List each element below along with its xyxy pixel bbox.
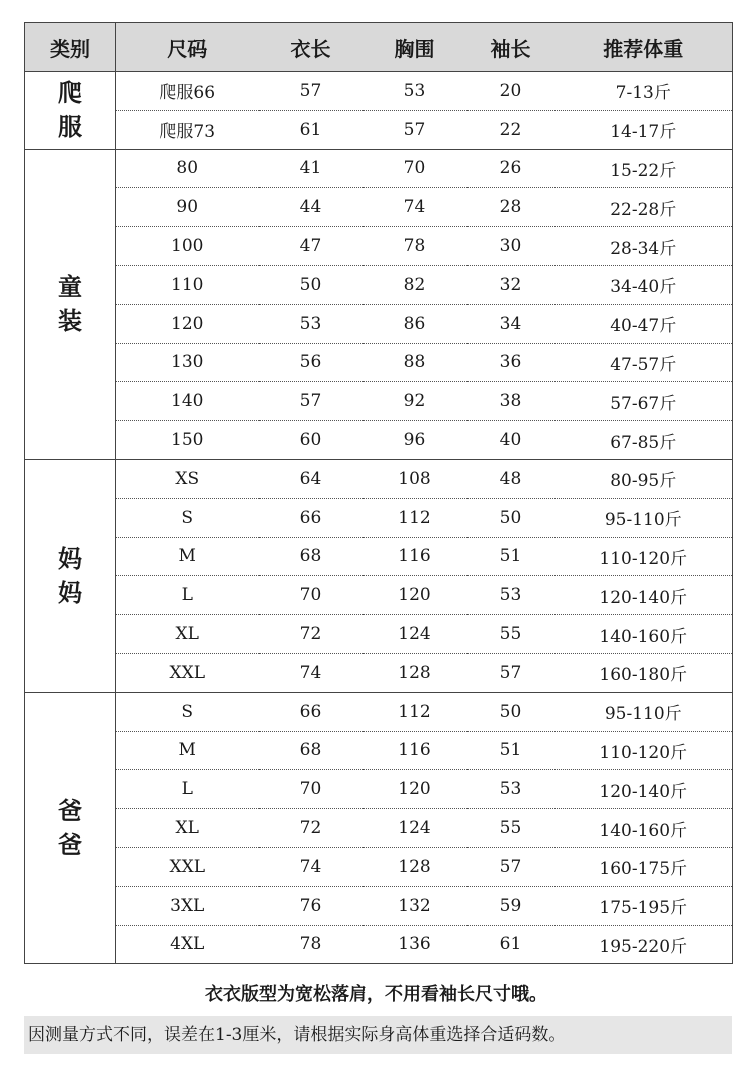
category-cell <box>25 692 116 964</box>
table-row <box>25 110 733 149</box>
cell-sleeve: 50 <box>467 692 555 731</box>
cell-size: 80 <box>116 149 259 188</box>
header-weight: 推荐体重 <box>555 23 733 72</box>
cell-chest: 116 <box>363 537 467 576</box>
category-char: 爬 <box>58 78 82 108</box>
category-char: 服 <box>58 112 82 142</box>
table-row <box>25 731 733 770</box>
table-row <box>25 72 733 111</box>
cell-weight: 175-195斤 <box>555 886 733 925</box>
cell-chest: 132 <box>363 886 467 925</box>
cell-sleeve: 57 <box>467 653 555 692</box>
cell-length: 78 <box>259 925 363 964</box>
cell-sleeve: 40 <box>467 421 555 460</box>
cell-size: 110 <box>116 265 259 304</box>
table-row <box>25 537 733 576</box>
cell-chest: 112 <box>363 692 467 731</box>
cell-sleeve: 38 <box>467 382 555 421</box>
category-cell <box>25 149 116 459</box>
category-char: 爸 <box>58 830 82 860</box>
cell-sleeve: 22 <box>467 110 555 149</box>
category-char: 爸 <box>58 796 82 826</box>
cell-weight: 67-85斤 <box>555 421 733 460</box>
cell-size: 爬服66 <box>116 72 259 111</box>
table-row <box>25 925 733 964</box>
cell-length: 70 <box>259 770 363 809</box>
cell-size: 120 <box>116 304 259 343</box>
cell-sleeve: 50 <box>467 498 555 537</box>
cell-chest: 70 <box>363 149 467 188</box>
cell-size: 90 <box>116 188 259 227</box>
cell-weight: 15-22斤 <box>555 149 733 188</box>
cell-length: 50 <box>259 265 363 304</box>
cell-length: 41 <box>259 149 363 188</box>
cell-length: 60 <box>259 421 363 460</box>
table-row <box>25 459 733 498</box>
category-cell <box>25 459 116 692</box>
cell-length: 74 <box>259 847 363 886</box>
cell-sleeve: 48 <box>467 459 555 498</box>
cell-size: 130 <box>116 343 259 382</box>
cell-weight: 140-160斤 <box>555 809 733 848</box>
table-row <box>25 149 733 188</box>
cell-chest: 78 <box>363 227 467 266</box>
cell-chest: 96 <box>363 421 467 460</box>
cell-length: 66 <box>259 498 363 537</box>
cell-length: 47 <box>259 227 363 266</box>
cell-weight: 120-140斤 <box>555 576 733 615</box>
cell-length: 70 <box>259 576 363 615</box>
cell-size: L <box>116 770 259 809</box>
cell-weight: 14-17斤 <box>555 110 733 149</box>
cell-length: 68 <box>259 731 363 770</box>
table-row <box>25 615 733 654</box>
cell-weight: 160-180斤 <box>555 653 733 692</box>
cell-sleeve: 59 <box>467 886 555 925</box>
cell-weight: 110-120斤 <box>555 537 733 576</box>
cell-size: 4XL <box>116 925 259 964</box>
cell-sleeve: 53 <box>467 770 555 809</box>
header-chest: 胸围 <box>363 23 467 72</box>
cell-size: XL <box>116 615 259 654</box>
table-row <box>25 809 733 848</box>
cell-length: 57 <box>259 72 363 111</box>
table-row <box>25 343 733 382</box>
cell-sleeve: 36 <box>467 343 555 382</box>
cell-chest: 86 <box>363 304 467 343</box>
cell-chest: 74 <box>363 188 467 227</box>
cell-chest: 82 <box>363 265 467 304</box>
table-row <box>25 847 733 886</box>
table-row <box>25 576 733 615</box>
cell-length: 56 <box>259 343 363 382</box>
cell-length: 64 <box>259 459 363 498</box>
cell-sleeve: 61 <box>467 925 555 964</box>
cell-length: 72 <box>259 615 363 654</box>
cell-weight: 57-67斤 <box>555 382 733 421</box>
cell-size: S <box>116 498 259 537</box>
category-char: 妈 <box>58 543 82 573</box>
cell-sleeve: 55 <box>467 615 555 654</box>
cell-size: M <box>116 731 259 770</box>
cell-length: 44 <box>259 188 363 227</box>
header-size: 尺码 <box>116 23 259 72</box>
cell-chest: 128 <box>363 847 467 886</box>
cell-sleeve: 26 <box>467 149 555 188</box>
cell-size: M <box>116 537 259 576</box>
cell-sleeve: 30 <box>467 227 555 266</box>
cell-sleeve: 51 <box>467 537 555 576</box>
table-row <box>25 498 733 537</box>
cell-weight: 120-140斤 <box>555 770 733 809</box>
header-row <box>25 23 733 72</box>
fit-note: 衣衣版型为宽松落肩，不用看袖长尺寸哦。 <box>205 984 547 1005</box>
table-row <box>25 188 733 227</box>
cell-sleeve: 28 <box>467 188 555 227</box>
cell-size: 150 <box>116 421 259 460</box>
cell-weight: 160-175斤 <box>555 847 733 886</box>
table-row <box>25 692 733 731</box>
cell-weight: 95-110斤 <box>555 692 733 731</box>
table-row <box>25 227 733 266</box>
cell-chest: 120 <box>363 770 467 809</box>
table-row <box>25 770 733 809</box>
table-row <box>25 653 733 692</box>
cell-weight: 140-160斤 <box>555 615 733 654</box>
cell-size: 3XL <box>116 886 259 925</box>
cell-chest: 128 <box>363 653 467 692</box>
cell-chest: 92 <box>363 382 467 421</box>
cell-weight: 28-34斤 <box>555 227 733 266</box>
cell-weight: 34-40斤 <box>555 265 733 304</box>
cell-sleeve: 20 <box>467 72 555 111</box>
table-row <box>25 265 733 304</box>
measurement-disclaimer: 因测量方式不同，误差在1-3厘米，请根据实际身高体重选择合适码数。 <box>24 1016 732 1054</box>
cell-weight: 80-95斤 <box>555 459 733 498</box>
cell-chest: 124 <box>363 809 467 848</box>
table-row <box>25 382 733 421</box>
cell-chest: 136 <box>363 925 467 964</box>
cell-size: XXL <box>116 653 259 692</box>
header-category: 类别 <box>25 23 116 72</box>
cell-sleeve: 57 <box>467 847 555 886</box>
cell-sleeve: 51 <box>467 731 555 770</box>
table-row <box>25 421 733 460</box>
cell-length: 72 <box>259 809 363 848</box>
cell-length: 68 <box>259 537 363 576</box>
category-cell <box>25 72 116 150</box>
cell-sleeve: 53 <box>467 576 555 615</box>
cell-weight: 40-47斤 <box>555 304 733 343</box>
category-char: 童 <box>58 272 82 302</box>
category-char: 妈 <box>58 577 82 607</box>
cell-length: 76 <box>259 886 363 925</box>
cell-size: 100 <box>116 227 259 266</box>
header-length: 衣长 <box>259 23 363 72</box>
cell-length: 57 <box>259 382 363 421</box>
cell-length: 53 <box>259 304 363 343</box>
cell-length: 61 <box>259 110 363 149</box>
cell-size: XXL <box>116 847 259 886</box>
cell-length: 74 <box>259 653 363 692</box>
cell-weight: 110-120斤 <box>555 731 733 770</box>
cell-weight: 7-13斤 <box>555 72 733 111</box>
size-chart-table <box>24 22 733 964</box>
cell-sleeve: 32 <box>467 265 555 304</box>
cell-weight: 95-110斤 <box>555 498 733 537</box>
cell-chest: 124 <box>363 615 467 654</box>
cell-size: XL <box>116 809 259 848</box>
cell-chest: 112 <box>363 498 467 537</box>
cell-size: 爬服73 <box>116 110 259 149</box>
size-chart-body <box>25 72 733 964</box>
cell-length: 66 <box>259 692 363 731</box>
cell-chest: 108 <box>363 459 467 498</box>
category-char: 装 <box>58 306 82 336</box>
cell-weight: 47-57斤 <box>555 343 733 382</box>
cell-size: L <box>116 576 259 615</box>
cell-chest: 57 <box>363 110 467 149</box>
cell-size: XS <box>116 459 259 498</box>
cell-weight: 22-28斤 <box>555 188 733 227</box>
cell-chest: 116 <box>363 731 467 770</box>
cell-weight: 195-220斤 <box>555 925 733 964</box>
cell-size: 140 <box>116 382 259 421</box>
table-row <box>25 886 733 925</box>
cell-size: S <box>116 692 259 731</box>
cell-chest: 53 <box>363 72 467 111</box>
table-row <box>25 304 733 343</box>
cell-sleeve: 55 <box>467 809 555 848</box>
cell-chest: 120 <box>363 576 467 615</box>
cell-sleeve: 34 <box>467 304 555 343</box>
header-sleeve: 袖长 <box>467 23 555 72</box>
cell-chest: 88 <box>363 343 467 382</box>
